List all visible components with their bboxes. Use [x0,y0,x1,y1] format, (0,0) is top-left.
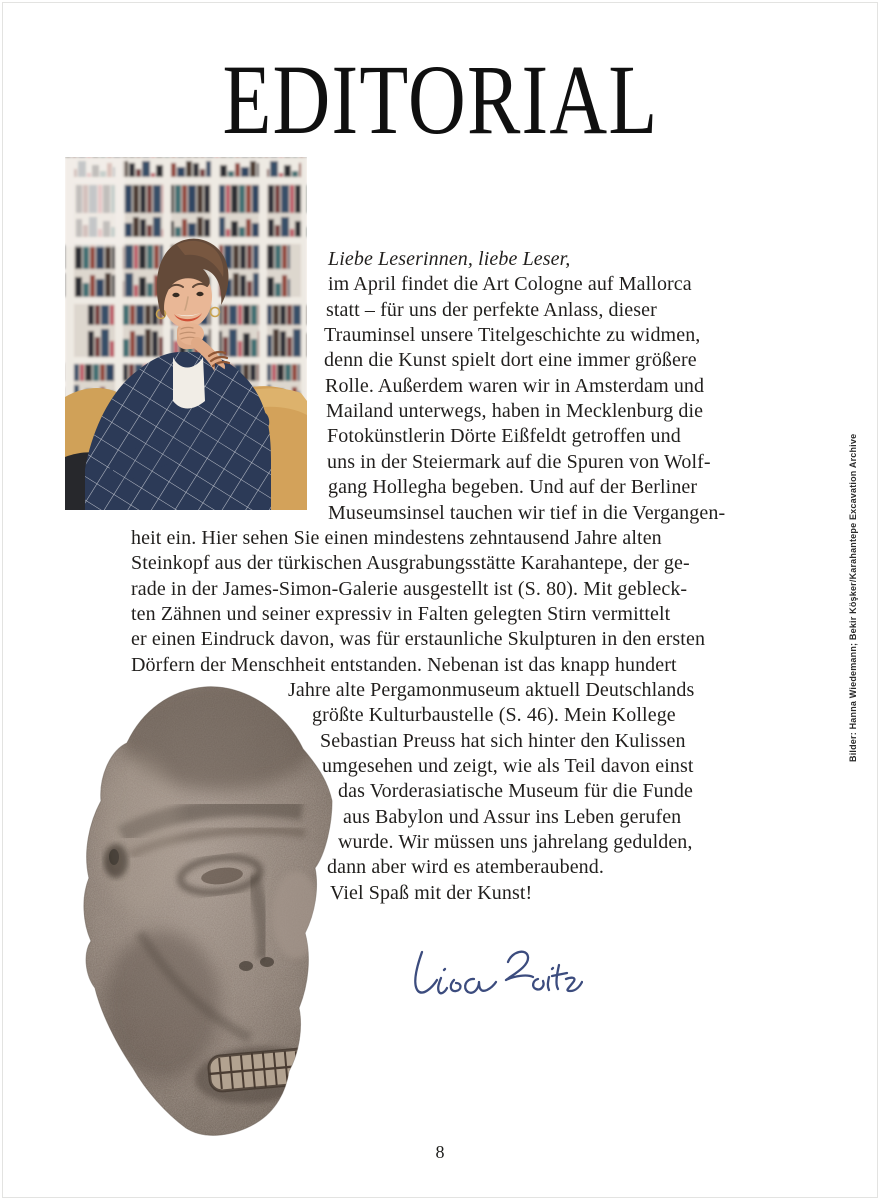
editorial-line: er einen Eindruck davon, was für erstaunliche Skulpturen in den ersten [131,628,706,650]
editorial-line: Jahre alte Pergamonmuseum aktuell Deutschlands [288,679,695,701]
page-title: EDITORIAL [222,44,658,155]
editorial-line: rade in der James-Simon-Galerie ausgestellt ist (S. 80). Mit gebleck- [131,578,688,600]
teeth [208,1048,311,1092]
editorial-line: Museumsinsel tauchen wir tief in die Vergangen- [328,502,726,524]
editorial-line: das Vorderasiatische Museum für die Funde [338,780,693,802]
editorial-line: umgesehen und zeigt, wie als Teil davon einst [322,755,694,777]
editorial-line: statt – für uns der perfekte Anlass, dieser [326,299,657,321]
editorial-line: aus Babylon und Assur ins Leben gerufen [343,806,682,828]
editorial-line: heit ein. Hier sehen Sie einen mindestens zehntausend Jahre alten [131,527,662,549]
editorial-line: Mailand unterwegs, haben in Mecklenburg die [326,400,704,422]
editorial-line: größte Kulturbaustelle (S. 46). Mein Kollege [312,704,676,726]
editorial-line: Sebastian Preuss hat sich hinter den Kulissen [320,730,686,752]
signature-strokes [408,938,583,1013]
portrait-illustration [65,157,307,510]
editorial-line: denn die Kunst spielt dort eine immer größere [324,349,697,371]
editorial-line: ten Zähnen und seiner expressiv in Falten gelegten Stirn vermittelt [131,603,671,625]
editorial-line: Fotokünstlerin Dörte Eißfeldt getroffen und [327,425,681,447]
editorial-line: Dörfern der Menschheit entstanden. Nebenan ist das knapp hundert [131,654,677,676]
photo-credit: Bilder: Hanna Wiedemann; Bekir Köşker/Karahantepe Excavation Archive [848,433,858,762]
title-wrap [0,44,880,155]
stone-head-photo [70,683,340,1143]
editorial-line: Rolle. Außerdem waren wir in Amsterdam und [325,375,705,397]
editorial-line: Viel Spaß mit der Kunst! [330,882,533,904]
page-number: 8 [435,1142,445,1162]
editorial-line: uns in der Steiermark auf die Spuren von Wolf- [327,451,711,473]
editorial-line: Steinkopf aus der türkischen Ausgrabungsstätte Karahantepe, der ge- [131,552,690,574]
signature-lisa-zeitz [408,938,583,1013]
editor-portrait-photo [65,157,307,510]
editorial-line: im April findet die Art Cologne auf Mallorca [328,273,692,295]
editorial-line: Liebe Leserinnen, liebe Leser, [328,248,571,270]
editorial-line: dann aber wird es atemberaubend. [327,856,604,878]
stone-head-illustration [70,683,340,1143]
editorial-line: Trauminsel unsere Titelgeschichte zu widmen, [324,324,701,346]
editorial-line: gang Hollegha begeben. Und auf der Berliner [328,476,698,498]
editorial-line: wurde. Wir müssen uns jahrelang gedulden, [338,831,693,853]
